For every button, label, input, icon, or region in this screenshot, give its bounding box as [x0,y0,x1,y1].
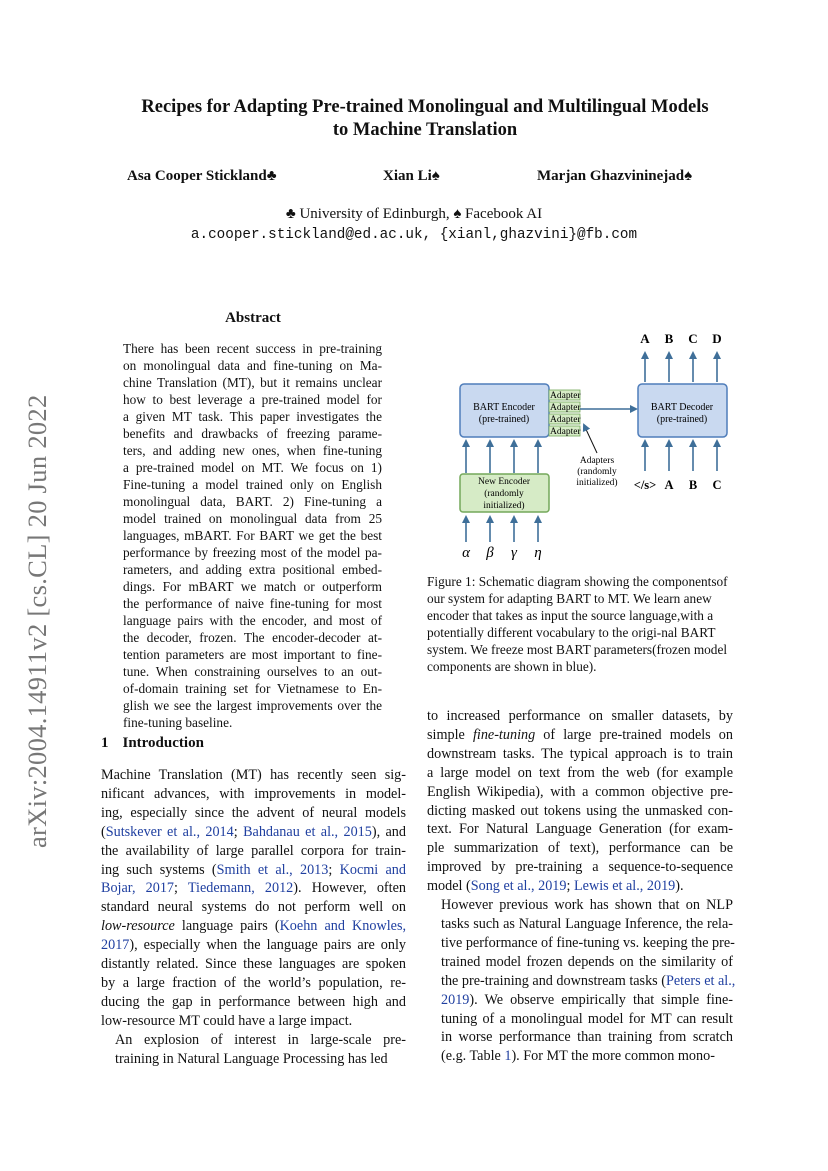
text-run: ( [101,823,106,840]
text-line [427,745,733,764]
decoder-input-token: B [688,478,698,492]
text-line [427,783,733,802]
paragraph [101,1031,406,1069]
paragraph [101,766,406,1031]
affiliations [0,206,828,223]
text-line [101,804,406,823]
text-line: nal BART system. We freeze most BART parameters [427,625,716,657]
citation-link[interactable]: 2019 [441,991,470,1008]
text-line: tune. When constraining ourselves to an out- [123,664,382,679]
text-line [101,879,406,898]
citation-link[interactable]: Sutskever et al., 2014 [105,823,234,840]
text-line: chine Translation (MT), but it remains unclear [123,375,382,390]
text-run: tasks such as Natural Language Inference, the rela- [441,915,733,932]
decoder-output-arrows [645,353,717,382]
text-line: benefits and drawbacks of freezing parame- [123,426,382,441]
adapters-note-line: initialized) [576,478,618,488]
text-run: However previous work has shown that on NLP [441,897,733,914]
decoder-input-token: </s> [633,478,657,492]
text-line [427,707,733,726]
adapters-note-line: (randomly [577,467,617,477]
citation-link[interactable]: Smith et al., 2013 [216,861,329,878]
text-run: model ( [427,878,471,895]
text-run: tive performance of fine-tuning vs. keeping the pre- [441,934,735,951]
text-line [427,915,733,934]
affiliation-edinburgh: University of Edinburgh, [295,206,454,222]
adapters-note [576,456,617,488]
text-run: ), especially when the language pairs are only [129,937,406,954]
text-line: monolingual data, BART. 2) Fine-tuning a [123,494,382,509]
text-line [101,785,406,804]
text-line [101,955,406,974]
citation-link[interactable]: Lewis et al., 2019 [574,878,676,895]
text-line: There has been recent success in pre-training [123,341,382,356]
text-line [427,934,733,953]
paper-title [90,96,760,142]
text-run: An explosion of interest in large-scale pre- [115,1031,406,1048]
text-run: ). We observe empirically that simple fine- [469,991,733,1008]
text-line: on monolingual data and fine-tuning on Ma- [123,358,382,373]
text-run: ducing the gap in performance between high and [101,993,406,1010]
author-name: Marjan Ghazvininejad [537,168,685,184]
text-run: tuning of a monolingual model for MT can result [441,1010,733,1027]
text-run: ). For MT the more common mono- [511,1048,715,1065]
text-run: of large pre-trained models on [535,726,733,743]
adapter-label: Adapter [550,415,581,425]
new-encoder-label [478,477,531,511]
new-encoder-arrows [466,441,538,473]
author-name: Xian Li [383,168,432,184]
text-run: to increased performance on smaller datasets, by [427,708,733,724]
bart-encoder-label: BART Encoder [473,402,535,413]
adapters-pointer [584,425,597,453]
text-line [427,1047,733,1066]
citation-link[interactable]: 2017 [101,937,130,954]
text-line [427,764,733,783]
text-run: language pairs ( [174,918,280,935]
text-line: Figure 1: Schematic diagram showing the components [427,574,717,589]
text-line [427,839,733,858]
new-encoder-line: New Encoder [478,477,530,487]
text-run: text. For Natural Language Generation (for exam- [427,821,733,838]
decoder-input-token: C [712,478,722,492]
figure-1-caption [427,573,733,675]
abstract-heading: Abstract [225,310,281,326]
source-token: η [534,545,542,561]
text-line [427,802,733,821]
text-line: glish we see the largest improvements over the [123,698,382,713]
text-line [101,861,406,880]
text-line: the decoder, frozen. The encoder-decoder at- [123,630,382,645]
bart-decoder-label: BART Decoder [650,402,714,413]
text-line [427,1010,733,1029]
author-emails: a.cooper.stickland@ed.ac.uk, {xianl,ghazvini}@fb.com [190,227,638,243]
citation-link[interactable]: Bojar, 2017 [101,880,175,897]
text-run: the pre-training and downstream tasks ( [441,972,666,989]
output-token: C [688,331,698,346]
text-run: standard neural systems do not perform well on [101,899,406,916]
source-arrows [466,517,538,542]
citation-link[interactable]: Kocmi and [339,861,406,878]
emphasis: low-resource [101,918,175,935]
text-run: trained model frozen depends on the similarity of [441,953,733,970]
text-run: (e.g. Table [441,1048,505,1065]
text-run: ). However, often [293,880,406,897]
text-line [101,993,406,1012]
text-run: a large model on text from the web (for example [427,764,733,781]
text-line: how to best leverage a pre-trained model for [123,392,382,407]
text-run: ; [328,861,340,878]
text-line [427,972,736,991]
new-encoder-line: initialized) [483,501,525,511]
text-line: the performance of naive fine-tuning for most [123,596,382,611]
author-1 [127,168,277,185]
text-run: ; [566,878,574,895]
citation-link[interactable]: Bahdanau et al., 2015 [243,823,372,840]
source-tokens [462,545,542,561]
text-line [101,917,406,936]
text-run: simple [427,726,473,743]
text-run: downstream tasks. The typical approach is to train [427,745,733,762]
text-line [101,823,406,842]
text-line: rameters, and adding extra positional embed- [123,562,382,577]
title-line-2: to Machine Translation [332,120,518,140]
text-run: ), and [371,823,406,840]
text-line [427,991,733,1010]
title-line-1: Recipes for Adapting Pre-trained Monolingual and Multilingual Models [141,97,709,117]
text-line [101,1031,406,1050]
text-run: Machine Translation (MT) has recently seen sig- [101,767,406,783]
text-run: improved by pre-training a sequence-to-sequence [427,859,733,876]
bart-decoder-sub: (pre-trained) [656,414,708,425]
paragraph [427,896,736,1066]
text-run: low-resource MT could have a large impact. [101,1012,353,1029]
text-run: ing such systems ( [101,861,217,878]
adapters-note-line: Adapters [579,456,615,466]
text-line [101,974,406,993]
text-line: performance by freezing most of the model pa- [123,545,382,560]
architecture-diagram [427,326,733,566]
text-run: ple summarization of text), performance can be [427,840,733,857]
figure-1 [427,326,733,571]
text-line: new encoder that takes as input the source language, [427,591,712,623]
text-run: distantly related. Since these languages are spoken [101,956,406,973]
section-heading [101,735,204,752]
text-run: ). [675,878,684,895]
citation-link[interactable]: Song et al., 2019 [470,878,567,895]
output-token: B [664,331,674,346]
text-line [427,1028,733,1047]
arxiv-stamp [22,360,52,860]
text-line: model trained on monolingual data from 25 [123,511,382,526]
text-line [101,1012,406,1031]
club-mark: ♣ [266,168,277,184]
emphasis: fine-tuning [472,726,536,743]
text-run: ; [233,823,244,840]
text-line: dings. For mBART we match or outperform [123,579,382,594]
text-line: of our system for adapting BART to MT. We learn a [427,574,728,606]
affiliation-facebook: Facebook AI [461,206,543,222]
text-run: by a large fraction of the world’s population, re- [101,974,406,991]
text-line [101,898,406,917]
text-line [101,842,406,861]
text-line: language pairs with the encoder, and most of [123,613,382,628]
text-run: English Wikipedia), with a common objective pre- [427,783,733,800]
source-token: α [462,545,470,561]
text-line: Fine-tuning a model trained only on English [123,477,382,492]
new-encoder-line: (randomly [484,489,524,499]
paragraph [427,707,733,896]
text-line: fine-tuning baseline. [123,715,233,730]
spade-mark: ♠ [684,168,693,184]
spade-mark: ♠ [431,168,440,184]
decoder-inputs [634,478,722,492]
text-line [427,896,733,915]
author-3 [537,168,692,185]
spade-mark: ♠ [453,206,462,222]
section-number: 1 [101,735,109,751]
decoder-input-token: A [664,478,674,492]
output-token: D [712,331,722,346]
text-line: a pre-trained model on MT. We focus on 1) [123,460,382,475]
text-run: nificant advances, with improvements in model- [101,785,406,802]
text-line [101,936,406,955]
text-line [427,858,733,877]
text-line [427,726,733,745]
club-mark: ♣ [285,206,296,222]
source-token: β [486,545,494,561]
citation-link[interactable]: Peters et al., [665,972,736,989]
text-line [427,820,733,839]
section-title: Introduction [122,735,204,751]
text-line [101,766,406,785]
adapter-label: Adapter [550,391,581,401]
text-run: training in Natural Language Processing has led [115,1050,388,1067]
text-line [427,953,733,972]
text-run: in worse performance than training from scratch [441,1029,733,1046]
text-run: ; [174,880,188,897]
text-run: dicting masked out tokens using the unmasked con- [427,802,733,819]
citation-link[interactable]: Tiedemann, 2012 [187,880,294,897]
text-line: ters, and adding new ones, when fine-tuning [123,443,382,458]
citation-link[interactable]: Koehn and Knowles, [279,918,407,935]
text-line: languages, mBART. For BART we get the best [123,528,382,543]
adapter-label: Adapter [550,427,581,437]
text-line [427,877,733,896]
adapter-stack [549,390,581,437]
bart-encoder-sub: (pre-trained) [478,414,530,425]
body-column-left [101,766,406,1069]
output-token: A [640,331,650,346]
author-2 [383,168,440,185]
text-line: (frozen model components are shown in blue). [427,642,728,674]
body-column-right [427,707,736,1066]
output-tokens [640,331,721,346]
text-run: the availability of large parallel corpora for train- [101,842,406,859]
abstract-body [123,340,382,731]
text-line: tention parameters are most important to fine- [123,647,382,662]
source-token: γ [511,545,517,561]
citation-link[interactable]: 1 [504,1048,512,1065]
text-run: ing, especially since the advent of neural models [101,804,406,821]
arxiv-stamp-text: arXiv:2004.14911v2 [cs.CL] 20 Jun 2022 [22,394,52,848]
text-line: of-domain training set for Vietnamese to En- [123,681,382,696]
text-line: a given MT task. This paper investigates the [123,409,382,424]
text-line [101,1050,406,1069]
author-name: Asa Cooper Stickland [127,168,267,184]
decoder-input-arrows [645,441,717,471]
adapter-label: Adapter [550,403,581,413]
text-line: with a potentially different vocabulary to the origi- [427,608,714,640]
